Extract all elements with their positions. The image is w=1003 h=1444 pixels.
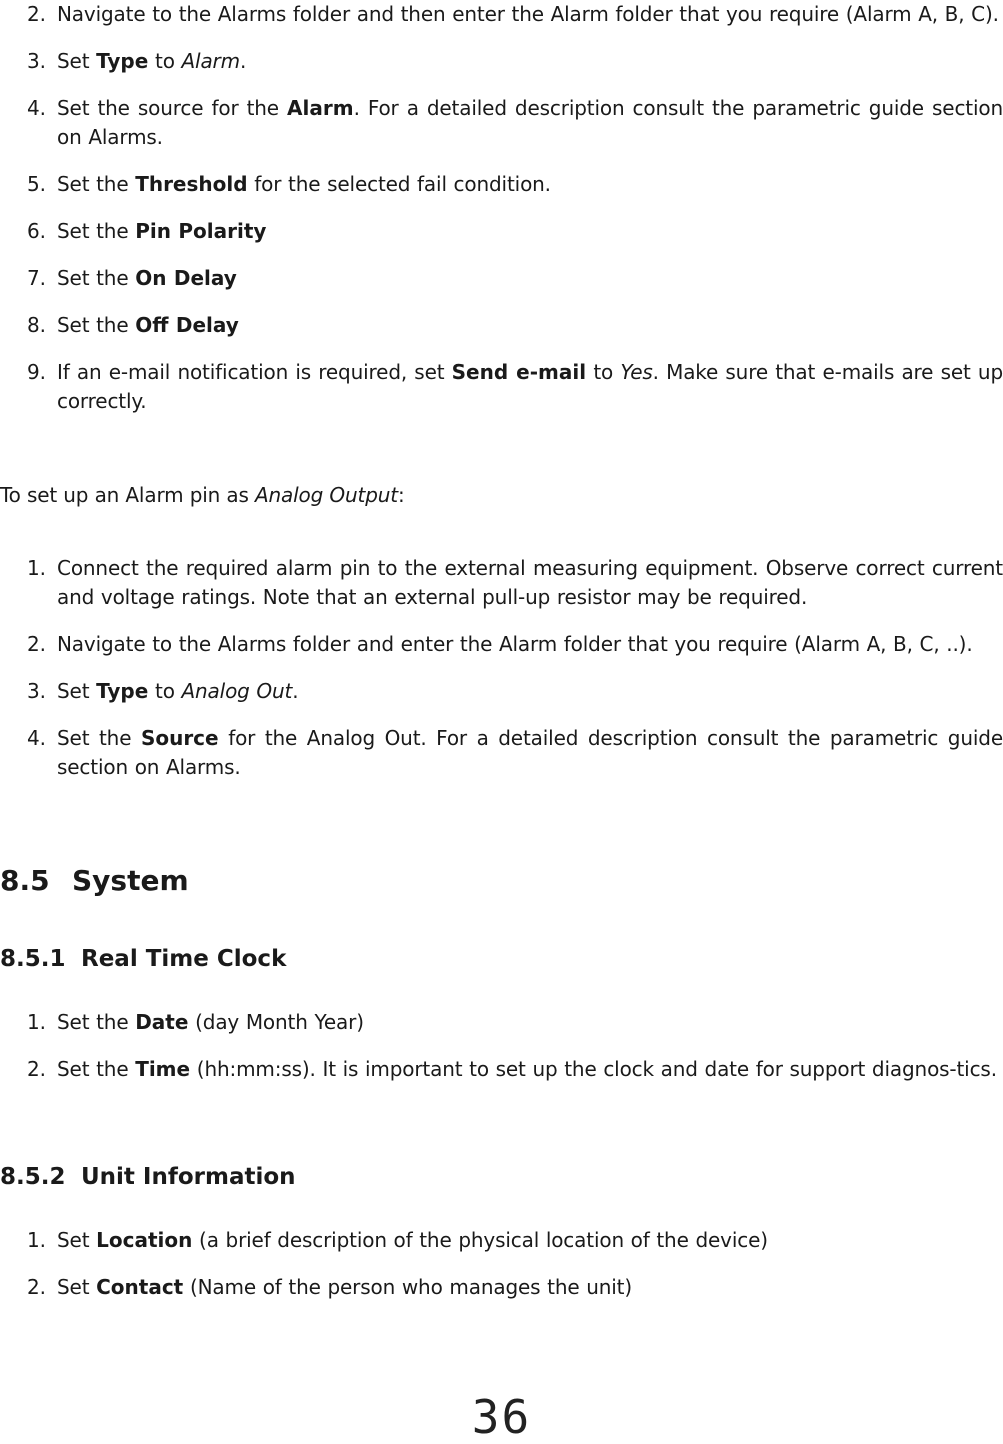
list-item: 2. Navigate to the Alarms folder and then enter the Alarm folder that you require (Alarm A, B, C).: [27, 2, 999, 26]
analog-output-intro: To set up an Alarm pin as Analog Output:: [0, 483, 405, 507]
section-heading-system: 8.5 System: [0, 864, 189, 897]
list-item: 3. Set Type to Alarm.: [27, 49, 247, 73]
section-heading-real-time-clock: 8.5.1 Real Time Clock: [0, 946, 287, 972]
list-item: 3. Set Type to Analog Out.: [27, 679, 299, 703]
unit-info-steps: [0, 1226, 1003, 1302]
list-item: 4. Set the Source for the Analog Out. For a detailed description consult the parametric guide section on Alarms.: [27, 726, 1003, 779]
list-item: 2. Set the Time (hh:mm:ss). It is important to set up the clock and date for support diagnos-tics.: [27, 1057, 997, 1081]
list-item: 5. Set the Threshold for the selected fail condition.: [27, 172, 551, 196]
page-number: 36: [471, 1390, 532, 1444]
list-item: 4. Set the source for the Alarm. For a detailed description consult the parametric guide section on Alarms.: [27, 96, 1003, 149]
list-item: 7. Set the On Delay: [27, 266, 237, 290]
list-item: 2. Navigate to the Alarms folder and enter the Alarm folder that you require (Alarm A, B, C, ..).: [27, 632, 973, 656]
list-item: 6. Set the Pin Polarity: [27, 219, 267, 243]
list-item: 1. Set Location (a brief description of the physical location of the device): [27, 1228, 768, 1252]
section-heading-unit-information: 8.5.2 Unit Information: [0, 1164, 296, 1190]
clock-steps: [0, 1008, 1003, 1084]
list-item: 2. Set Contact (Name of the person who manages the unit): [27, 1275, 633, 1299]
list-item: 8. Set the Off Delay: [27, 313, 239, 337]
list-item: 9. If an e-mail notification is required, set Send e-mail to Yes. Make sure that e-mails are set up correctly.: [27, 360, 1003, 413]
list-item: 1. Connect the required alarm pin to the external measuring equipment. Observe correct current and voltage ratings. Note that an external pull-up resistor may be required.: [27, 556, 1003, 609]
alarm-setup-steps: [0, 0, 1003, 416]
list-item: 1. Set the Date (day Month Year): [27, 1010, 364, 1034]
analog-setup-steps: [0, 554, 1003, 782]
